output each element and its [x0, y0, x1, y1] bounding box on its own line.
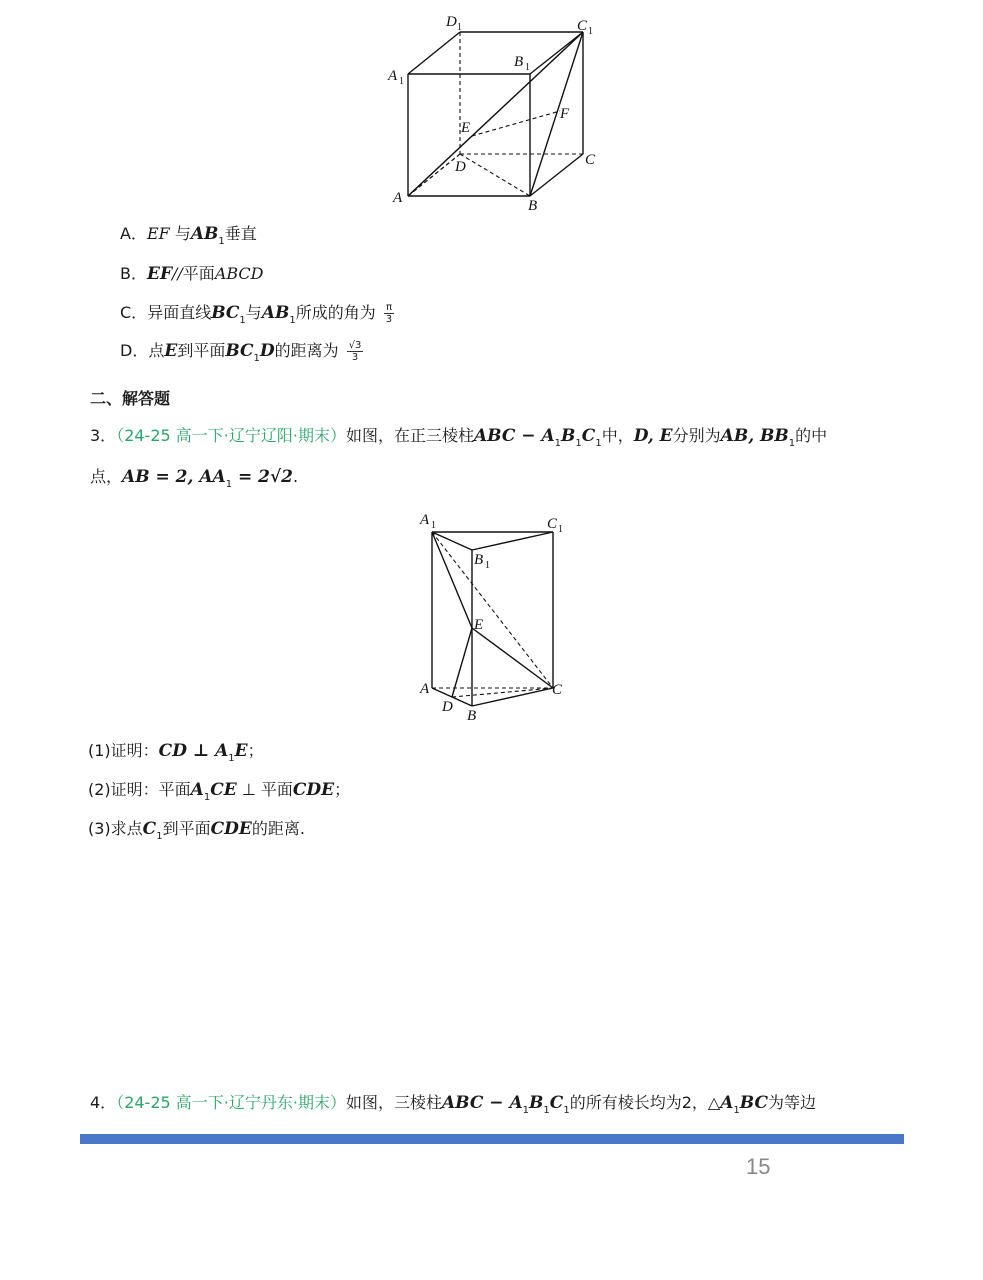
- text-run: ；: [247, 741, 264, 760]
- math-run: AB: [190, 224, 219, 244]
- math-run: B: [529, 1093, 544, 1113]
- math-run: EF: [146, 264, 173, 284]
- subscript: 1: [253, 353, 260, 364]
- text-run: 的距离为: [274, 341, 339, 360]
- label-e: E: [461, 120, 471, 136]
- math-run: EF: [146, 224, 170, 243]
- text-run: 点: [148, 341, 165, 360]
- subscript: 1: [156, 831, 163, 842]
- svg-text:1: 1: [558, 524, 563, 535]
- label-c: C: [552, 682, 563, 698]
- text-run: 如图，在正三棱柱: [345, 426, 474, 445]
- math-run: C: [549, 1093, 564, 1113]
- math-run: BC: [225, 341, 254, 361]
- text-run: 中，: [601, 426, 634, 445]
- text-run: 与: [245, 303, 262, 322]
- label-d: D: [455, 159, 466, 175]
- subscript: 1: [595, 438, 602, 449]
- subquestion-2: [88, 780, 350, 803]
- math-run: CE: [210, 780, 237, 800]
- math-run: AB = 2, AA: [122, 467, 226, 487]
- problem-4-number: 4．: [90, 1093, 117, 1112]
- subscript: 1: [225, 479, 233, 490]
- math-run: C: [142, 819, 157, 839]
- subscript: 1: [563, 1105, 570, 1116]
- label-a1: A: [388, 68, 398, 84]
- page-number: 15: [746, 1154, 771, 1179]
- math-run: B: [561, 426, 576, 446]
- subscript: 1: [733, 1105, 740, 1116]
- text-run: .: [293, 467, 299, 486]
- label-a: A: [393, 190, 403, 206]
- math-run: CDE: [210, 819, 252, 839]
- math-run: A: [190, 780, 204, 800]
- text-run: 如图，三棱柱: [345, 1093, 442, 1112]
- subscript: 1: [522, 1105, 530, 1116]
- math-run: E: [234, 741, 248, 761]
- text-run: 分别为: [672, 426, 721, 445]
- svg-text:1: 1: [525, 62, 530, 73]
- svg-text:1: 1: [457, 22, 462, 33]
- math-run: A: [720, 1093, 734, 1113]
- label-b: B: [467, 708, 477, 724]
- svg-text:1: 1: [485, 560, 490, 571]
- text-run: 的距离.: [251, 819, 305, 838]
- problem-3-line-1: [90, 425, 827, 450]
- option-letter: A．: [120, 224, 147, 243]
- section-heading: 二、解答题: [90, 389, 171, 408]
- text-run: 到平面: [162, 819, 211, 838]
- math-run: BC: [211, 303, 240, 323]
- problem-3-number: 3．: [90, 426, 117, 445]
- subscript: 1: [575, 438, 582, 449]
- math-run: AB: [261, 303, 290, 323]
- math-run: ABCD: [214, 264, 264, 283]
- subquestion-1: [88, 741, 264, 764]
- problem-3-source: （24-25 高一下·辽宁辽阳·期末）: [116, 426, 346, 445]
- math-run: //: [172, 264, 183, 283]
- math-run: ABC − A: [441, 1093, 523, 1113]
- problem-3-line-2: [90, 466, 298, 491]
- label-c1: C: [547, 516, 558, 532]
- text-run: ⊥ 平面: [236, 780, 293, 799]
- option-d: [120, 340, 363, 364]
- subscript: 1: [543, 1105, 550, 1116]
- text-run: (1)证明：: [88, 741, 159, 760]
- label-b1: B: [474, 552, 484, 568]
- subscript: 1: [203, 792, 211, 803]
- svg-text:1: 1: [431, 520, 436, 531]
- math-run: D: [259, 341, 275, 361]
- footer-bar: [80, 1134, 904, 1144]
- label-f: F: [560, 106, 570, 122]
- label-a1: A: [420, 512, 430, 528]
- fraction: $\frac{√3}{3}$: [348, 340, 362, 363]
- option-letter: D．: [120, 341, 149, 360]
- text-run: 垂直: [224, 224, 257, 243]
- svg-text:1: 1: [588, 26, 593, 37]
- options-list: [120, 224, 720, 384]
- subscript: 1: [289, 315, 296, 326]
- text-run: (3)求点: [88, 819, 143, 838]
- text-run: 的中: [795, 426, 828, 445]
- text-run: 到平面: [177, 341, 226, 360]
- text-run: (2)证明：平面: [88, 780, 191, 799]
- option-a: [120, 224, 257, 247]
- subquestion-list: [88, 741, 588, 851]
- math-run: BC: [739, 1093, 768, 1113]
- label-b1: B: [514, 54, 524, 70]
- label-d1: D: [446, 14, 457, 30]
- option-letter: B．: [120, 264, 147, 283]
- math-run: AB, BB: [720, 426, 789, 446]
- text-run: 点，: [90, 467, 123, 486]
- cube-figure: [380, 8, 620, 218]
- text-run: 平面: [182, 264, 215, 283]
- math-run: E: [164, 341, 178, 361]
- subscript: 1: [554, 438, 562, 449]
- subquestion-3: [88, 819, 305, 842]
- problem-4-line: [90, 1092, 816, 1117]
- option-letter: C．: [120, 303, 148, 322]
- math-run: CDE: [292, 780, 335, 800]
- text-run: 与: [169, 224, 191, 243]
- text-run: 所成的角为: [295, 303, 376, 322]
- text-run: 的所有棱长均为2，△: [569, 1093, 721, 1112]
- label-d: D: [442, 699, 453, 715]
- math-run: = 2√2: [232, 467, 293, 487]
- fraction: $\frac{\pi}{3}$: [385, 302, 393, 325]
- text-run: 异面直线: [147, 303, 212, 322]
- label-e: E: [474, 617, 484, 633]
- option-c: [120, 302, 394, 326]
- text-run: 为等边: [767, 1093, 816, 1112]
- label-a: A: [420, 681, 430, 697]
- label-c1: C: [577, 18, 588, 34]
- option-b: [120, 264, 264, 284]
- math-run: ABC − A: [473, 426, 555, 446]
- subscript: 1: [239, 315, 246, 326]
- label-c: C: [585, 152, 596, 168]
- math-run: CD ⊥ A: [158, 741, 229, 761]
- problem-4-source: （24-25 高一下·辽宁丹东·期末）: [116, 1093, 346, 1112]
- subscript: 1: [228, 753, 235, 764]
- math-run: D, E: [633, 426, 673, 446]
- prism-figure: [410, 508, 580, 728]
- subscript: 1: [218, 236, 225, 247]
- label-b: B: [528, 198, 538, 214]
- text-run: ；: [334, 780, 351, 799]
- subscript: 1: [788, 438, 796, 449]
- math-run: C: [581, 426, 596, 446]
- svg-text:1: 1: [399, 76, 404, 87]
